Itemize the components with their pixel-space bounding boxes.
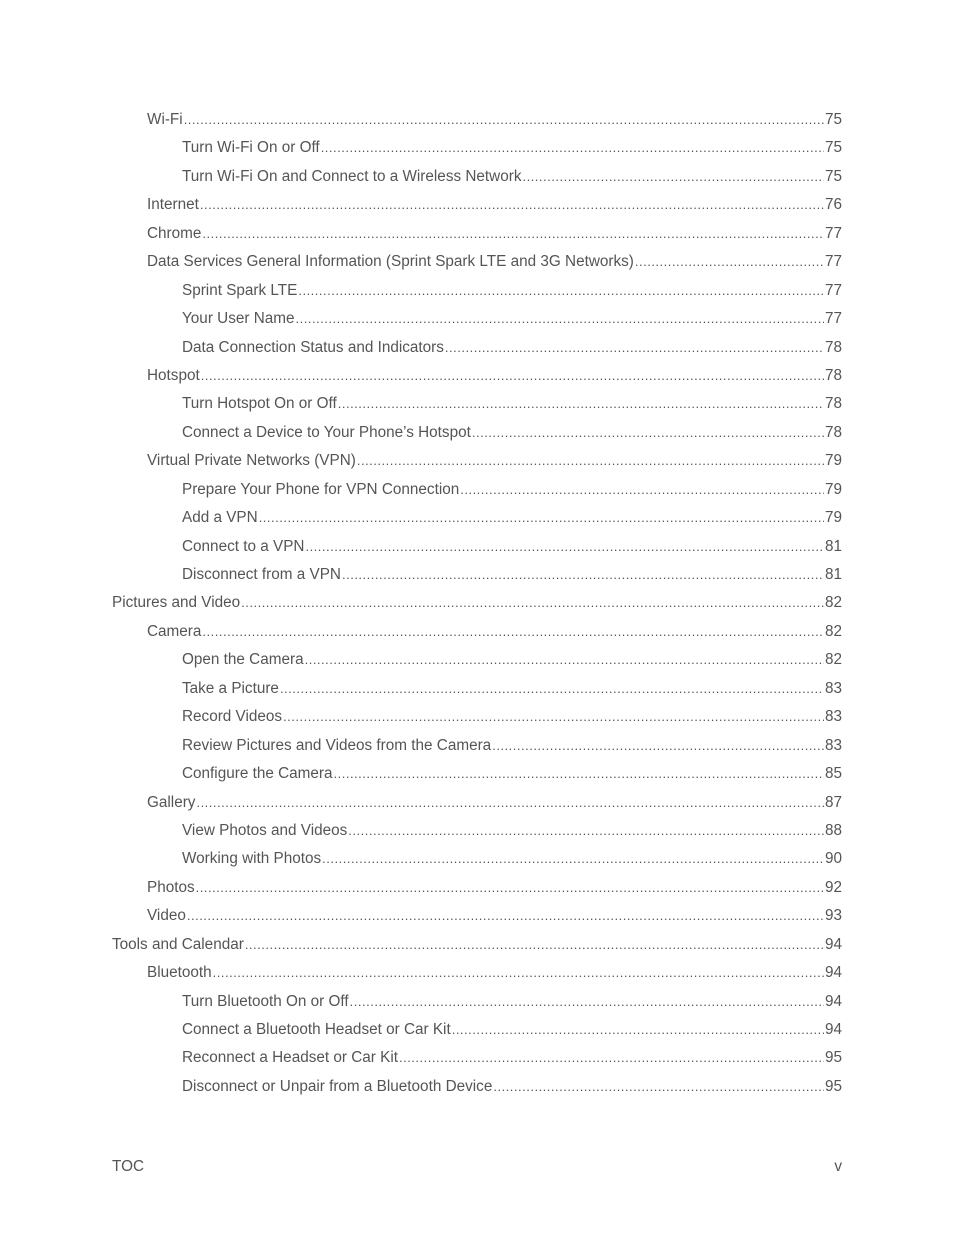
- toc-entry-page: 79: [824, 452, 842, 470]
- toc-entry[interactable]: [112, 305, 842, 333]
- table-of-contents: [112, 106, 842, 1101]
- toc-entry[interactable]: [112, 362, 842, 390]
- toc-dot-leader: [187, 902, 824, 930]
- toc-entry[interactable]: [112, 163, 842, 191]
- toc-entry-row: [182, 1044, 842, 1072]
- toc-entry[interactable]: [112, 1044, 842, 1072]
- toc-entry[interactable]: [112, 191, 842, 219]
- toc-entry[interactable]: [112, 533, 842, 561]
- toc-entry[interactable]: [112, 561, 842, 589]
- toc-entry-row: [182, 988, 842, 1016]
- toc-dot-leader: [298, 277, 824, 305]
- toc-entry[interactable]: [112, 277, 842, 305]
- toc-entry-title: Sprint Spark LTE: [182, 277, 297, 305]
- toc-entry[interactable]: [112, 334, 842, 362]
- toc-dot-leader: [399, 1044, 824, 1072]
- toc-entry-row: [182, 334, 842, 362]
- toc-entry-page: 94: [824, 992, 842, 1010]
- toc-entry[interactable]: [112, 959, 842, 987]
- toc-entry-title: Camera: [147, 618, 201, 646]
- toc-entry[interactable]: [112, 789, 842, 817]
- toc-dot-leader: [445, 334, 824, 362]
- toc-entry-page: 95: [824, 1077, 842, 1095]
- toc-entry-row: [182, 163, 842, 191]
- toc-entry-row: [147, 106, 842, 134]
- toc-entry-page: 78: [824, 395, 842, 413]
- toc-dot-leader: [357, 447, 824, 475]
- toc-entry-row: [147, 220, 842, 248]
- toc-dot-leader: [202, 618, 824, 646]
- toc-entry-row: [147, 248, 842, 276]
- toc-entry-row: [182, 419, 842, 447]
- toc-entry[interactable]: [112, 931, 842, 959]
- toc-entry-page: 88: [824, 821, 842, 839]
- toc-entry-page: 77: [824, 310, 842, 328]
- toc-entry-title: Pictures and Video: [112, 589, 240, 617]
- toc-entry-title: Video: [147, 902, 186, 930]
- toc-entry-title: Your User Name: [182, 305, 295, 333]
- toc-entry-title: Chrome: [147, 220, 201, 248]
- toc-entry-title: Prepare Your Phone for VPN Connection: [182, 476, 459, 504]
- toc-entry-row: [147, 874, 842, 902]
- toc-entry-page: 94: [824, 935, 842, 953]
- toc-entry-page: 75: [824, 139, 842, 157]
- toc-entry-page: 94: [824, 964, 842, 982]
- toc-dot-leader: [342, 561, 824, 589]
- toc-entry-row: [147, 959, 842, 987]
- toc-entry[interactable]: [112, 248, 842, 276]
- toc-entry-row: [147, 447, 842, 475]
- toc-entry-title: Review Pictures and Videos from the Camera: [182, 732, 491, 760]
- toc-entry-title: Bluetooth: [147, 959, 212, 987]
- toc-dot-leader: [460, 476, 824, 504]
- toc-dot-leader: [283, 703, 824, 731]
- toc-entry-page: 92: [824, 878, 842, 896]
- toc-dot-leader: [305, 533, 824, 561]
- toc-entry-row: [147, 902, 842, 930]
- toc-entry-row: [182, 134, 842, 162]
- toc-dot-leader: [296, 305, 824, 333]
- toc-dot-leader: [305, 646, 824, 674]
- toc-entry-title: Tools and Calendar: [112, 931, 244, 959]
- toc-entry-page: 82: [824, 651, 842, 669]
- toc-entry-row: [147, 789, 842, 817]
- toc-dot-leader: [348, 817, 824, 845]
- toc-entry-row: [112, 589, 842, 617]
- toc-entry-page: 76: [824, 196, 842, 214]
- toc-entry-page: 82: [824, 594, 842, 612]
- toc-entry-page: 78: [824, 366, 842, 384]
- toc-entry[interactable]: [112, 390, 842, 418]
- toc-entry-row: [147, 618, 842, 646]
- toc-entry[interactable]: [112, 703, 842, 731]
- toc-entry[interactable]: [112, 732, 842, 760]
- toc-entry-row: [182, 845, 842, 873]
- toc-entry-title: Photos: [147, 874, 195, 902]
- toc-entry-page: 83: [824, 679, 842, 697]
- toc-entry-title: Connect a Bluetooth Headset or Car Kit: [182, 1016, 451, 1044]
- toc-dot-leader: [452, 1016, 824, 1044]
- toc-entry-row: [182, 817, 842, 845]
- toc-entry[interactable]: [112, 817, 842, 845]
- toc-entry-row: [112, 931, 842, 959]
- toc-dot-leader: [196, 874, 824, 902]
- toc-dot-leader: [635, 248, 824, 276]
- toc-entry-title: Hotspot: [147, 362, 200, 390]
- toc-entry-title: Turn Wi-Fi On or Off: [182, 134, 320, 162]
- toc-entry-title: View Photos and Videos: [182, 817, 347, 845]
- toc-entry-page: 81: [824, 537, 842, 555]
- toc-dot-leader: [184, 106, 824, 134]
- toc-entry-page: 77: [824, 281, 842, 299]
- toc-entry[interactable]: [112, 504, 842, 532]
- toc-entry[interactable]: [112, 760, 842, 788]
- toc-entry-row: [182, 732, 842, 760]
- toc-entry-page: 81: [824, 566, 842, 583]
- toc-entry-title: Add a VPN: [182, 504, 258, 532]
- toc-entry-page: 79: [824, 480, 842, 498]
- toc-entry-title: Take a Picture: [182, 675, 279, 703]
- toc-entry-row: [182, 675, 842, 703]
- toc-entry[interactable]: [112, 675, 842, 703]
- toc-entry-title: Connect a Device to Your Phone’s Hotspot: [182, 419, 471, 447]
- toc-dot-leader: [245, 931, 824, 959]
- toc-entry-page: 87: [824, 793, 842, 811]
- toc-dot-leader: [472, 419, 824, 447]
- toc-entry-title: Working with Photos: [182, 845, 321, 873]
- toc-entry[interactable]: [112, 1073, 842, 1101]
- toc-dot-leader: [322, 845, 824, 873]
- toc-entry-page: 82: [824, 622, 842, 640]
- toc-entry-row: [147, 362, 842, 390]
- toc-entry[interactable]: [112, 419, 842, 447]
- toc-entry-row: [147, 191, 842, 219]
- toc-dot-leader: [259, 504, 824, 532]
- toc-dot-leader: [202, 220, 824, 248]
- toc-entry-row: [182, 305, 842, 333]
- toc-entry[interactable]: [112, 220, 842, 248]
- toc-entry-row: [182, 1073, 842, 1101]
- toc-entry-title: Data Services General Information (Sprint Spark LTE and 3G Networks): [147, 248, 634, 276]
- toc-entry-title: Disconnect from a VPN: [182, 561, 341, 589]
- toc-entry[interactable]: [112, 476, 842, 504]
- toc-dot-leader: [213, 959, 824, 987]
- toc-entry-title: Configure the Camera: [182, 760, 333, 788]
- toc-entry-page: 77: [824, 224, 842, 242]
- toc-entry[interactable]: [112, 646, 842, 674]
- toc-entry-title: Internet: [147, 191, 199, 219]
- toc-entry-page: 94: [824, 1021, 842, 1038]
- toc-entry-row: [182, 533, 842, 561]
- footer-page-number: v: [834, 1158, 842, 1175]
- toc-dot-leader: [196, 789, 824, 817]
- toc-entry-page: 83: [824, 736, 842, 754]
- toc-entry-page: 75: [824, 167, 842, 185]
- toc-entry-title: Turn Bluetooth On or Off: [182, 988, 349, 1016]
- toc-entry[interactable]: [112, 589, 842, 617]
- toc-entry-row: [182, 390, 842, 418]
- toc-dot-leader: [321, 134, 824, 162]
- toc-entry-row: [182, 703, 842, 731]
- toc-dot-leader: [201, 362, 824, 390]
- toc-entry-row: [182, 561, 842, 589]
- toc-dot-leader: [200, 191, 824, 219]
- toc-entry-row: [182, 277, 842, 305]
- toc-entry-title: Disconnect or Unpair from a Bluetooth Device: [182, 1073, 492, 1101]
- toc-dot-leader: [493, 1073, 824, 1101]
- toc-entry-title: Wi-Fi: [147, 106, 183, 134]
- toc-entry-page: 77: [824, 253, 842, 271]
- toc-entry-page: 95: [824, 1049, 842, 1067]
- toc-entry[interactable]: [112, 988, 842, 1016]
- toc-dot-leader: [350, 988, 824, 1016]
- toc-entry-row: [182, 476, 842, 504]
- toc-entry-page: 78: [824, 338, 842, 356]
- toc-entry-title: Reconnect a Headset or Car Kit: [182, 1044, 398, 1072]
- toc-entry-row: [182, 1016, 842, 1044]
- toc-entry-page: 85: [824, 765, 842, 783]
- toc-entry[interactable]: [112, 106, 842, 134]
- toc-entry-title: Data Connection Status and Indicators: [182, 334, 444, 362]
- toc-entry-page: 78: [824, 423, 842, 441]
- toc-entry-page: 75: [824, 111, 842, 128]
- toc-entry-page: 93: [824, 907, 842, 925]
- toc-entry-row: [182, 504, 842, 532]
- toc-dot-leader: [241, 589, 824, 617]
- toc-entry-title: Open the Camera: [182, 646, 304, 674]
- toc-entry[interactable]: [112, 902, 842, 930]
- toc-entry[interactable]: [112, 874, 842, 902]
- toc-entry-page: 90: [824, 850, 842, 868]
- toc-dot-leader: [334, 760, 824, 788]
- toc-entry-title: Turn Wi-Fi On and Connect to a Wireless Network: [182, 163, 521, 191]
- toc-entry-title: Connect to a VPN: [182, 533, 304, 561]
- toc-entry-title: Record Videos: [182, 703, 282, 731]
- toc-dot-leader: [522, 163, 824, 191]
- toc-entry-row: [182, 760, 842, 788]
- toc-entry-row: [182, 646, 842, 674]
- page-footer: [112, 1158, 842, 1180]
- footer-section-label: TOC: [112, 1158, 145, 1175]
- toc-entry-page: 79: [824, 509, 842, 527]
- toc-entry-title: Virtual Private Networks (VPN): [147, 447, 356, 475]
- toc-entry[interactable]: [112, 1016, 842, 1044]
- toc-dot-leader: [280, 675, 824, 703]
- toc-entry-page: 83: [824, 708, 842, 726]
- toc-entry[interactable]: [112, 134, 842, 162]
- toc-entry[interactable]: [112, 447, 842, 475]
- toc-dot-leader: [338, 390, 824, 418]
- toc-entry[interactable]: [112, 845, 842, 873]
- toc-entry-title: Turn Hotspot On or Off: [182, 390, 337, 418]
- toc-dot-leader: [492, 732, 824, 760]
- toc-entry-title: Gallery: [147, 789, 195, 817]
- toc-entry[interactable]: [112, 618, 842, 646]
